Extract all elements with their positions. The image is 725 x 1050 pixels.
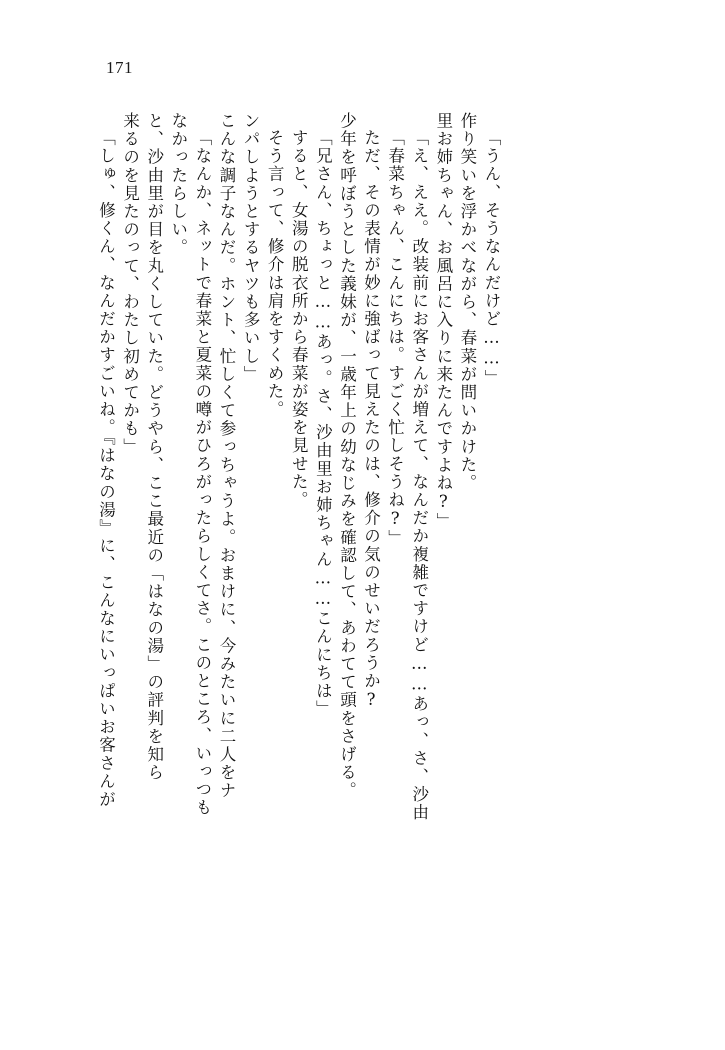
text-line: 里お姉ちゃん、お風呂に入りに来たんですよね?」	[433, 112, 453, 531]
text-line: 少年を呼ぼうとした義妹が、一歳年上の幼なじみを確認して、あわてて頭をさげる。	[337, 112, 357, 800]
text-line: 「春菜ちゃん、こんにちは。すごく忙しそうね?」	[385, 129, 405, 548]
text-line: 「え、ええ。改装前にお客さんが増えて、なんだか複雑ですけど……あっ、さ、沙由	[409, 129, 429, 822]
text-line: 来るのを見たのって、わたし初めてかも」	[120, 112, 140, 456]
text-line: 「うん、そうなんだけど……」	[482, 129, 501, 388]
text-line: ンパしようとするヤツも多いし」	[241, 112, 261, 384]
text-line: そう言って、修介は肩をすくめた。	[265, 129, 285, 419]
text-line: 作り笑いを浮かべながら、春菜が問いかけた。	[457, 112, 477, 493]
page-number: 171	[106, 58, 133, 77]
text-line: すると、女湯の脱衣所から春菜が姿を見せた。	[289, 129, 309, 510]
text-line: 「しゅ、修くん、なんだかすごいね。『はなの湯』に、こんなにいっぱいお客さんが	[96, 129, 116, 809]
text-line: こんな調子なんだ。ホント、忙しくて参っちゃうよ。おまけに、今みたいに二人をナ	[216, 112, 236, 800]
vertical-text-body	[97, 112, 621, 960]
text-line: と、沙由里が目を丸くしていた。どうやら、ここ最近の「はなの湯」の評判を知ら	[144, 112, 164, 782]
text-line: 「なんか、ネットで春菜と夏菜の噂がひろがったらしくてさ。このところ、いっつも	[192, 129, 212, 817]
text-line: なかったらしい。	[168, 112, 188, 257]
text-line: 「兄さん、ちょっと……あっ。さ、沙由里お姉ちゃん……こんにちは」	[313, 129, 333, 719]
text-line: ただ、その表情が妙に強ばって見えたのは、修介の気のせいだろうか?	[361, 129, 381, 711]
